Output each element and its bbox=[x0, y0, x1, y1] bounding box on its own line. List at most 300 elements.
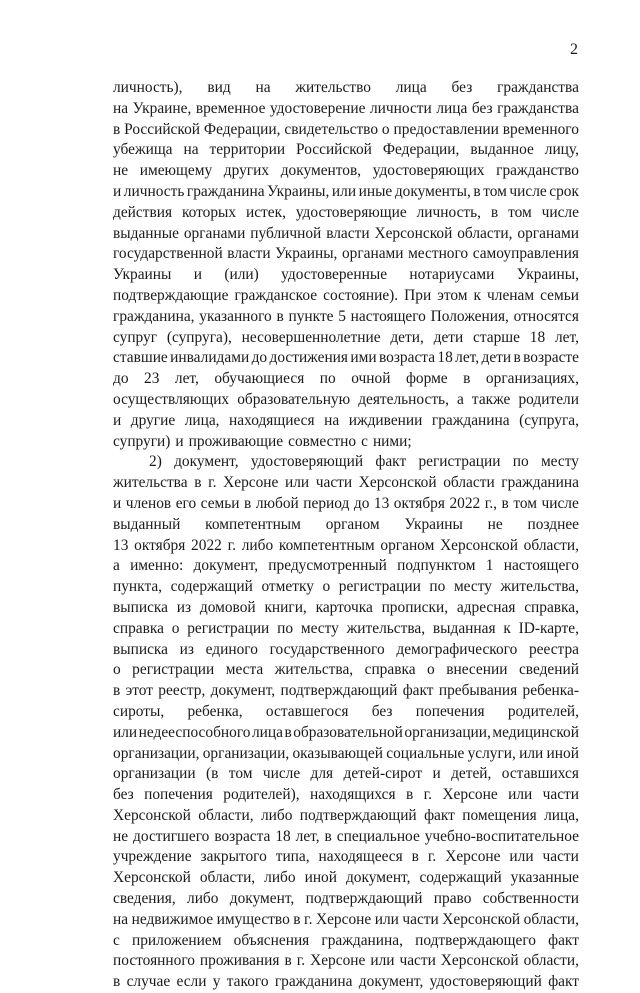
word: и bbox=[113, 411, 122, 429]
word: подтверждающий bbox=[280, 682, 398, 700]
word: инвалидами bbox=[170, 349, 250, 367]
word: выданная bbox=[432, 619, 496, 637]
word: регистрации bbox=[132, 661, 215, 679]
word: членов bbox=[125, 494, 172, 512]
word: указанные bbox=[510, 869, 579, 887]
word: г., bbox=[484, 494, 498, 512]
word: о bbox=[381, 120, 390, 138]
word: числе bbox=[541, 203, 579, 221]
word: либо bbox=[187, 890, 219, 908]
word: родители bbox=[518, 390, 579, 408]
word: сведений bbox=[518, 661, 579, 679]
word: имущество bbox=[216, 910, 290, 928]
word: временное bbox=[195, 99, 266, 117]
text-line bbox=[113, 640, 579, 661]
word: области bbox=[443, 474, 495, 492]
text-line bbox=[113, 910, 579, 931]
word: в bbox=[473, 182, 481, 200]
word: настоящего bbox=[350, 307, 426, 325]
word: лет, bbox=[455, 349, 480, 367]
page-number: 2 bbox=[570, 41, 578, 58]
word: ними; bbox=[372, 432, 412, 450]
word: Херсонской bbox=[440, 536, 518, 554]
word: Российской bbox=[124, 120, 201, 138]
word: возрасте bbox=[523, 349, 579, 367]
word: организации, bbox=[113, 744, 200, 762]
word: в bbox=[113, 120, 121, 138]
word: в bbox=[411, 848, 419, 866]
word: предоставлении bbox=[393, 120, 499, 138]
word: Херсонской bbox=[440, 952, 519, 970]
word: очной bbox=[351, 370, 391, 388]
word: 18 bbox=[275, 827, 291, 845]
word: учреждение bbox=[113, 848, 192, 866]
word: на bbox=[255, 79, 271, 96]
word: ребенка- bbox=[522, 682, 579, 700]
word: гражданское bbox=[234, 286, 318, 304]
word: гражданина bbox=[274, 973, 353, 991]
text-line bbox=[113, 702, 579, 723]
word: в bbox=[293, 910, 301, 928]
word: том bbox=[508, 203, 532, 221]
word: по bbox=[429, 578, 446, 596]
word: несовершеннолетние bbox=[241, 328, 381, 346]
word: книги, bbox=[264, 598, 307, 616]
word: Херсоне bbox=[442, 786, 498, 804]
word: месту bbox=[300, 619, 339, 637]
word: совместно bbox=[288, 432, 357, 450]
word: сведения, bbox=[113, 890, 176, 908]
word: по bbox=[319, 370, 336, 388]
word: удостоверяющий bbox=[250, 453, 364, 471]
word: или bbox=[113, 723, 138, 741]
word: подтверждающий bbox=[299, 806, 417, 824]
word: области, bbox=[523, 952, 579, 970]
word: сироты, bbox=[113, 702, 165, 720]
word: в bbox=[284, 952, 292, 970]
word: иной bbox=[304, 869, 337, 887]
text-line bbox=[113, 494, 579, 515]
word: до bbox=[353, 494, 370, 512]
word: предусмотренный bbox=[268, 557, 387, 575]
text-line bbox=[113, 120, 579, 141]
word: гражданина, bbox=[321, 931, 403, 949]
word: на bbox=[324, 411, 340, 429]
word: части bbox=[399, 952, 436, 970]
word: до bbox=[251, 349, 268, 367]
word: документ, bbox=[345, 869, 411, 887]
word: лица bbox=[251, 723, 283, 741]
word: жительства bbox=[113, 474, 188, 492]
word: супруги) bbox=[113, 432, 171, 450]
word: Российской bbox=[296, 141, 372, 159]
word: иные bbox=[358, 182, 393, 200]
word: выданный bbox=[113, 515, 181, 533]
word: по bbox=[277, 619, 294, 637]
word: срок bbox=[549, 182, 579, 200]
word: и bbox=[193, 266, 202, 284]
word: из bbox=[179, 640, 194, 658]
word: Украины, bbox=[516, 266, 579, 284]
word: части bbox=[542, 786, 579, 804]
word: организации, bbox=[202, 744, 290, 762]
word: реестр, bbox=[158, 682, 206, 700]
word: личность bbox=[123, 182, 185, 200]
word: части bbox=[542, 848, 579, 866]
word: справка bbox=[364, 661, 416, 679]
word: регистрации bbox=[338, 578, 421, 596]
word: адресная bbox=[456, 598, 516, 616]
word: попечения bbox=[415, 702, 485, 720]
word: октября bbox=[134, 536, 186, 554]
word: к bbox=[473, 286, 482, 304]
word: в bbox=[324, 827, 332, 845]
word: возраста bbox=[378, 349, 436, 367]
word: факт bbox=[375, 453, 407, 471]
word: на bbox=[183, 141, 199, 159]
word: г. bbox=[227, 536, 236, 554]
word: на bbox=[113, 910, 129, 928]
word: оставшегося bbox=[265, 702, 349, 720]
text-line bbox=[113, 452, 579, 473]
word: иной bbox=[546, 744, 579, 762]
word: или bbox=[508, 786, 533, 804]
word: удостоверение bbox=[269, 99, 366, 117]
text-line bbox=[113, 619, 579, 640]
word: о bbox=[171, 619, 180, 637]
word: части bbox=[402, 910, 439, 928]
word: факт bbox=[548, 973, 579, 991]
word: 1 bbox=[485, 557, 494, 575]
word: родителей), bbox=[223, 786, 300, 804]
word: обучающиеся bbox=[214, 370, 305, 388]
word: достигшего bbox=[133, 827, 210, 845]
word: документ, bbox=[174, 453, 239, 471]
word: ставшие bbox=[113, 349, 168, 367]
text-line bbox=[113, 972, 579, 993]
word: недееспособного bbox=[138, 723, 251, 741]
word: жительства, bbox=[346, 619, 426, 637]
word: г. bbox=[208, 474, 217, 492]
word: не bbox=[113, 827, 129, 845]
word: или bbox=[285, 474, 310, 492]
word: случае bbox=[126, 973, 171, 991]
text-line bbox=[113, 577, 579, 598]
word: месту bbox=[540, 453, 579, 471]
word: г. bbox=[304, 910, 313, 928]
word: позднее bbox=[527, 515, 579, 533]
word: государственной bbox=[113, 245, 223, 263]
word: дети, bbox=[390, 328, 424, 346]
text-line bbox=[113, 161, 579, 182]
word: органом bbox=[325, 515, 380, 533]
word: личность), bbox=[113, 79, 183, 96]
text-line bbox=[113, 244, 579, 265]
word: территории bbox=[209, 141, 286, 159]
word: находящееся bbox=[318, 848, 403, 866]
word: о bbox=[113, 661, 121, 679]
word: настоящего bbox=[503, 557, 579, 575]
word: удостоверяющих bbox=[372, 162, 485, 180]
word: социальные bbox=[386, 744, 465, 762]
word: публичной bbox=[250, 224, 322, 242]
word: родителей, bbox=[507, 702, 579, 720]
word: семьи bbox=[200, 494, 240, 512]
word: других bbox=[223, 162, 270, 180]
word: гражданина bbox=[501, 474, 579, 492]
word: период bbox=[303, 494, 350, 512]
word: а bbox=[113, 557, 120, 575]
word: в bbox=[284, 723, 292, 741]
word: этот bbox=[125, 682, 153, 700]
word: иждивении bbox=[348, 411, 423, 429]
word: в bbox=[501, 494, 509, 512]
word: оставшихся bbox=[501, 765, 579, 783]
text-line bbox=[113, 868, 579, 889]
word: удостоверенные bbox=[281, 266, 388, 284]
word: гражданства bbox=[497, 99, 579, 117]
word: документов, bbox=[280, 162, 362, 180]
word: находящихся bbox=[309, 786, 396, 804]
word: документ, bbox=[358, 973, 424, 991]
word: власти bbox=[326, 224, 370, 242]
word: области, bbox=[523, 536, 579, 554]
word: лет, bbox=[174, 370, 199, 388]
word: или bbox=[374, 910, 399, 928]
word: из bbox=[176, 598, 192, 616]
word: убежища bbox=[113, 141, 173, 159]
word: Херсонской bbox=[358, 474, 437, 492]
word: 23 bbox=[144, 370, 160, 388]
word: При bbox=[404, 286, 432, 304]
word: организации, bbox=[404, 723, 491, 741]
word: 18 bbox=[529, 328, 546, 346]
word: детей-сирот bbox=[343, 765, 423, 783]
text-line bbox=[113, 847, 579, 868]
word: к bbox=[503, 619, 511, 637]
text-line bbox=[113, 265, 579, 286]
word: которых bbox=[181, 203, 237, 221]
word: его bbox=[175, 494, 197, 512]
word: Украины bbox=[404, 515, 463, 533]
word: нотариусами bbox=[409, 266, 495, 284]
word: образовательной bbox=[293, 723, 403, 741]
word: этом bbox=[437, 286, 468, 304]
word: Херсоне bbox=[445, 848, 501, 866]
word: на bbox=[113, 99, 129, 117]
word: дети bbox=[433, 328, 464, 346]
word: подтверждающие bbox=[113, 286, 229, 304]
word: в bbox=[490, 203, 499, 221]
word: подпунктом bbox=[397, 557, 476, 575]
word: Украины bbox=[113, 266, 172, 284]
word: у bbox=[212, 973, 221, 991]
word: лица, bbox=[544, 806, 579, 824]
word: о bbox=[427, 661, 435, 679]
text-line bbox=[113, 827, 579, 848]
word: гражданина bbox=[431, 411, 510, 429]
word: оказывающей bbox=[292, 744, 383, 762]
word: том bbox=[513, 494, 537, 512]
word: с bbox=[361, 432, 368, 450]
word: и bbox=[113, 182, 122, 200]
word: дети bbox=[481, 349, 512, 367]
word: и bbox=[175, 432, 184, 450]
word: 2) bbox=[149, 453, 162, 471]
word: местного bbox=[408, 245, 469, 263]
word: лет, bbox=[295, 827, 320, 845]
word: право bbox=[433, 890, 472, 908]
text-line bbox=[113, 931, 579, 952]
text-line bbox=[113, 224, 579, 245]
word: справка, bbox=[524, 598, 579, 616]
word: гражданство bbox=[496, 162, 579, 180]
word: типа, bbox=[275, 848, 310, 866]
word: ими bbox=[350, 349, 377, 367]
word: демографического bbox=[396, 640, 518, 658]
word: или bbox=[519, 744, 544, 762]
text-line bbox=[113, 182, 579, 203]
text-line bbox=[113, 411, 579, 432]
word: Федерации, bbox=[382, 141, 460, 159]
text-line bbox=[113, 681, 579, 702]
word: действия bbox=[113, 203, 173, 221]
word: том bbox=[228, 765, 253, 783]
word: другие bbox=[130, 411, 176, 429]
word: любой bbox=[255, 494, 299, 512]
word: Херсоне bbox=[310, 952, 366, 970]
word: месту bbox=[453, 578, 492, 596]
word: (супруга), bbox=[166, 328, 232, 346]
word: Херсонской bbox=[113, 869, 191, 887]
word: выданное bbox=[470, 141, 534, 159]
word: (супруга, bbox=[519, 411, 579, 429]
word: в bbox=[513, 349, 521, 367]
word: области, bbox=[199, 869, 256, 887]
word: или bbox=[331, 182, 357, 200]
word: удостоверяющие bbox=[295, 203, 407, 221]
word: либо bbox=[264, 869, 296, 887]
text-line bbox=[113, 286, 579, 307]
word: свидетельство bbox=[284, 120, 379, 138]
word: именно: bbox=[130, 557, 184, 575]
word: образовательную bbox=[237, 390, 351, 408]
word: Украины, bbox=[267, 182, 330, 200]
text-line bbox=[113, 536, 579, 557]
word: компетентным bbox=[278, 536, 375, 554]
word: гражданства bbox=[497, 79, 579, 96]
word: о bbox=[322, 578, 331, 596]
word: факт bbox=[548, 931, 579, 949]
word: Херсонской bbox=[374, 224, 453, 242]
text-line bbox=[113, 432, 579, 453]
text-line bbox=[113, 764, 579, 785]
word: семьи bbox=[540, 286, 579, 304]
word: недвижимое bbox=[131, 910, 214, 928]
word: гражданина bbox=[186, 182, 265, 200]
word: гражданина, bbox=[113, 307, 195, 325]
word: такого bbox=[226, 973, 269, 991]
word: регистрации bbox=[187, 619, 270, 637]
word: том bbox=[483, 182, 507, 200]
word: власти bbox=[227, 245, 271, 263]
word: Херсоне bbox=[315, 910, 372, 928]
word: в bbox=[113, 973, 121, 991]
word: области, bbox=[523, 910, 579, 928]
word: государственного bbox=[269, 640, 385, 658]
word: возраста bbox=[214, 827, 271, 845]
word: истек, bbox=[245, 203, 286, 221]
word: единого bbox=[205, 640, 258, 658]
word: 13 bbox=[373, 494, 390, 512]
text-line bbox=[113, 806, 579, 827]
word: в bbox=[113, 682, 121, 700]
word: также bbox=[471, 390, 511, 408]
word: до bbox=[113, 370, 129, 388]
word: находящиеся bbox=[229, 411, 315, 429]
word: объяснения bbox=[233, 931, 310, 949]
word: документ, bbox=[193, 557, 259, 575]
word: г. bbox=[296, 952, 306, 970]
word: г. bbox=[423, 786, 433, 804]
text-line bbox=[113, 99, 579, 120]
word: форме bbox=[405, 370, 448, 388]
text-line bbox=[113, 744, 579, 765]
word: и bbox=[432, 765, 441, 783]
text-line bbox=[113, 369, 579, 390]
word: указанного bbox=[199, 307, 272, 325]
word: без bbox=[113, 786, 134, 804]
word: а bbox=[457, 390, 464, 408]
text-line bbox=[113, 390, 579, 411]
word: вид bbox=[207, 79, 231, 96]
word: организации bbox=[113, 765, 196, 783]
word: Херсонской bbox=[113, 806, 191, 824]
word: области, bbox=[457, 224, 513, 242]
word: внесении bbox=[446, 661, 508, 679]
word: справка bbox=[113, 619, 164, 637]
word: постоянного bbox=[113, 952, 195, 970]
word: ID-карте, bbox=[518, 619, 579, 637]
word: числе bbox=[509, 182, 547, 200]
text-line bbox=[113, 889, 579, 910]
word: регистрации bbox=[418, 453, 501, 471]
text-line bbox=[113, 660, 579, 681]
word: реестра bbox=[528, 640, 579, 658]
word: Херсоне bbox=[223, 474, 279, 492]
word: либо bbox=[260, 806, 293, 824]
word: лица bbox=[436, 99, 468, 117]
word: личности bbox=[370, 99, 432, 117]
word: пункте bbox=[288, 307, 334, 325]
word: 13 bbox=[113, 536, 129, 554]
word: жительства, bbox=[500, 578, 579, 596]
word: в bbox=[463, 370, 471, 388]
word: (или) bbox=[224, 266, 259, 284]
word: имеющему bbox=[139, 162, 213, 180]
word: медицинской bbox=[492, 723, 579, 741]
word: временного bbox=[502, 120, 579, 138]
word: лица bbox=[395, 79, 427, 96]
word: не bbox=[113, 162, 129, 180]
word: лица, bbox=[184, 411, 220, 429]
body-text bbox=[113, 78, 579, 993]
word: в bbox=[405, 786, 414, 804]
word: в bbox=[276, 307, 284, 325]
text-line bbox=[113, 473, 579, 494]
word: деятельность, bbox=[358, 390, 449, 408]
word: органом bbox=[380, 536, 435, 554]
